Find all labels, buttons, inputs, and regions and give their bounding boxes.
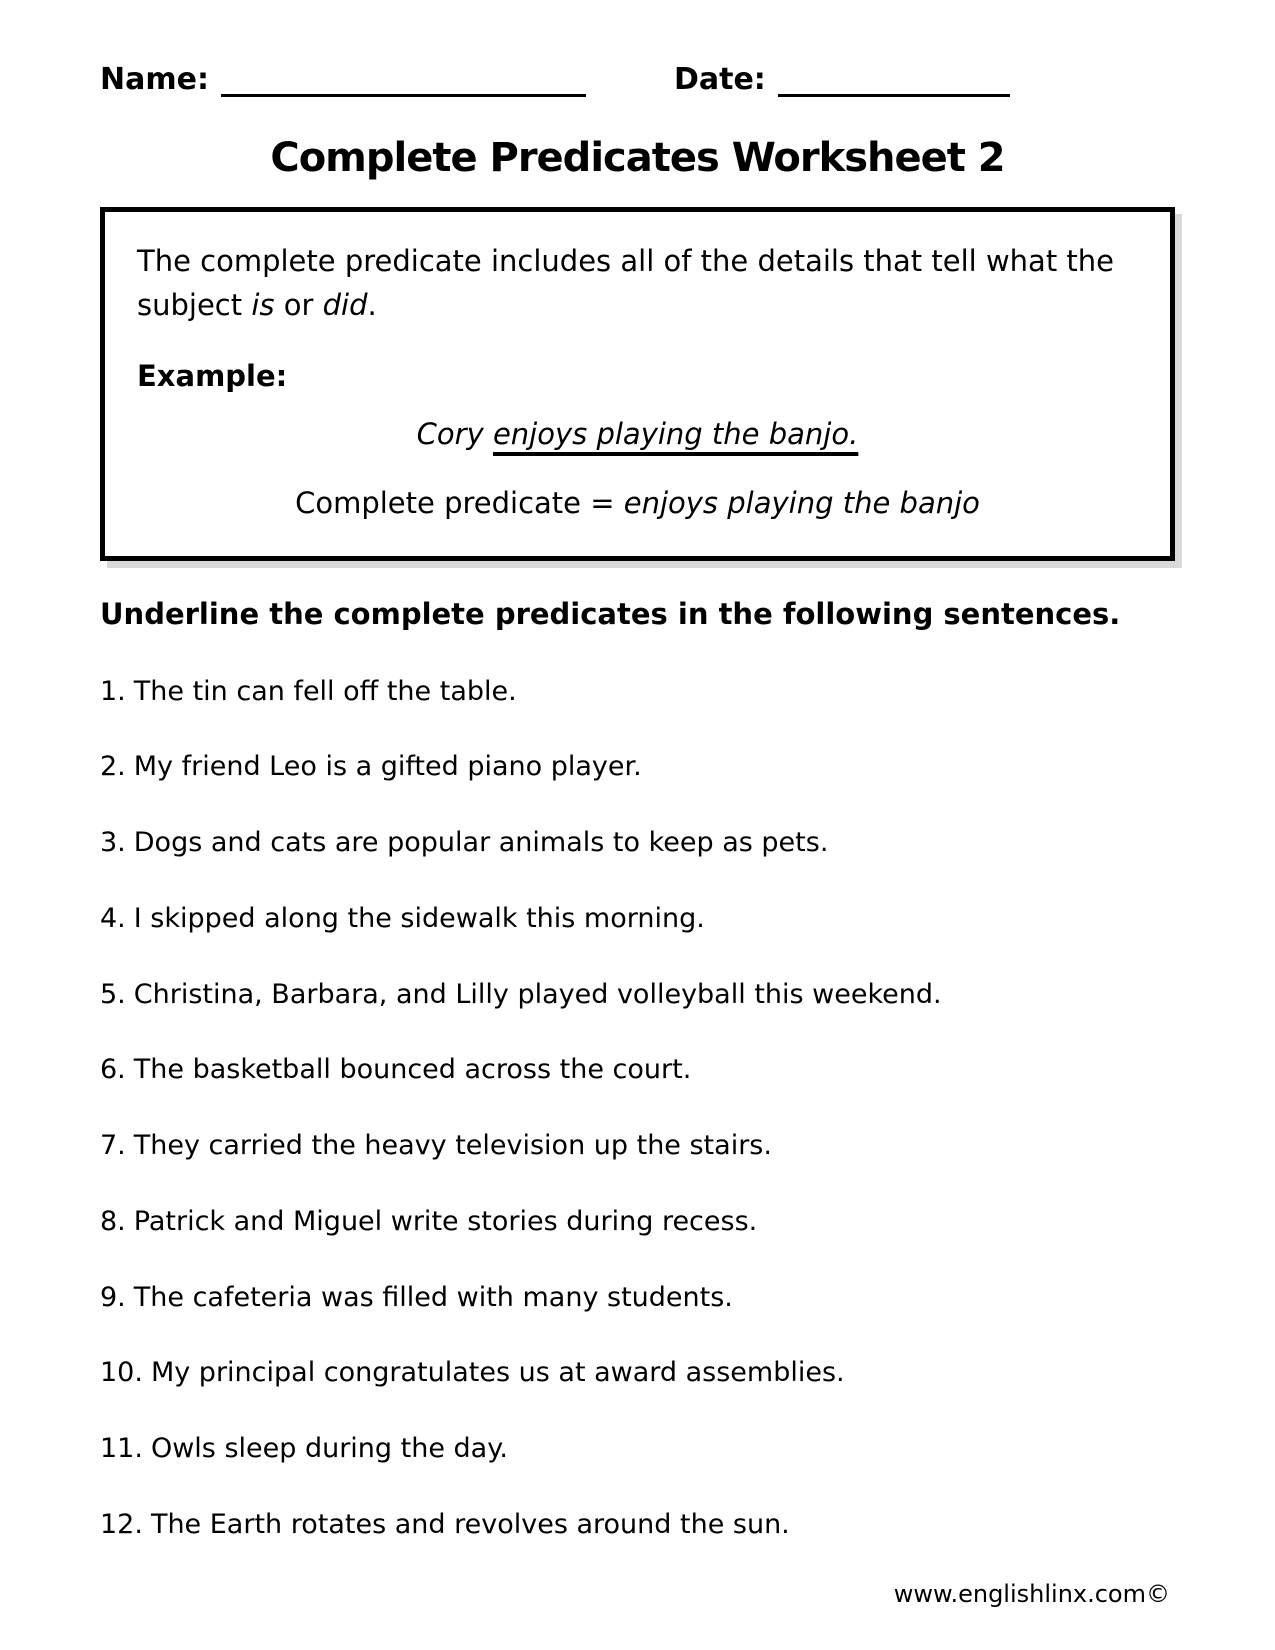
- definition-text: [137, 240, 1138, 327]
- example-sentence: [137, 413, 1138, 457]
- sentence-number: 8.: [100, 1205, 126, 1237]
- sentence-item: [100, 750, 1175, 784]
- sentence-text: My friend Leo is a gifted piano player.: [133, 751, 642, 783]
- example-equation: [137, 482, 1138, 526]
- sentence-item: [100, 1205, 1175, 1239]
- name-label: Name:: [100, 62, 209, 97]
- sentence-number: 2.: [100, 751, 126, 783]
- sentence-item: [100, 1432, 1175, 1466]
- website-credit: www.englishlinx.com©: [893, 1580, 1170, 1608]
- sentence-item: [100, 675, 1175, 709]
- sentence-text: Christina, Barbara, and Lilly played volleyball this weekend.: [133, 978, 942, 1010]
- equation-label: Complete predicate =: [295, 486, 624, 520]
- header-row: [100, 62, 1175, 97]
- sentence-number: 5.: [100, 978, 126, 1010]
- sentence-list: [100, 675, 1175, 1542]
- sentence-text: Owls sleep during the day.: [150, 1433, 508, 1464]
- page-title: Complete Predicates Worksheet 2: [270, 135, 1005, 181]
- sentence-text: The basketball bounced across the court.: [133, 1054, 692, 1086]
- example-predicate-underlined: enjoys playing the banjo.: [492, 416, 859, 451]
- instructions-text: Underline the complete predicates in the following sentences.: [100, 596, 1121, 631]
- definition-period: .: [367, 287, 377, 322]
- sentence-text: My principal congratulates us at award assemblies.: [150, 1357, 845, 1389]
- sentence-text: Dogs and cats are popular animals to keep as pets.: [133, 827, 829, 858]
- sentence-text: Patrick and Miguel write stories during recess.: [133, 1205, 758, 1237]
- sentence-text: The tin can fell off the table.: [133, 675, 517, 707]
- sentence-number: 3.: [100, 827, 126, 858]
- sentence-text: The cafeteria was filled with many students.: [133, 1281, 733, 1313]
- sentence-item: [100, 1508, 1175, 1542]
- sentence-item: [100, 1281, 1175, 1315]
- sentence-item: [100, 978, 1175, 1012]
- sentence-number: 9.: [100, 1281, 126, 1313]
- sentence-number: 10.: [100, 1357, 143, 1389]
- equation-value: enjoys playing the banjo: [623, 486, 980, 520]
- sentence-number: 7.: [100, 1130, 126, 1161]
- sentence-item: [100, 1356, 1175, 1390]
- sentence-item: [100, 1129, 1175, 1163]
- sentence-text: The Earth rotates and revolves around the sun.: [150, 1508, 790, 1540]
- sentence-number: 6.: [100, 1054, 126, 1086]
- definition-word-is: is: [251, 287, 275, 322]
- name-blank-line: [221, 67, 586, 97]
- date-label: Date:: [673, 62, 766, 97]
- sentence-number: 4.: [100, 902, 126, 934]
- sentence-text: They carried the heavy television up the stairs.: [133, 1130, 772, 1161]
- definition-word-or: or: [274, 287, 323, 322]
- sentence-item: [100, 902, 1175, 936]
- sentence-item: [100, 826, 1175, 860]
- sentence-number: 12.: [100, 1508, 143, 1540]
- sentence-item: [100, 1053, 1175, 1087]
- sentence-number: 1.: [100, 675, 126, 707]
- definition-prefix: The complete predicate includes all of the details that tell what the subject: [137, 244, 1114, 322]
- definition-word-did: did: [322, 287, 368, 322]
- definition-box: [100, 207, 1175, 561]
- sentence-number: 11.: [100, 1433, 143, 1464]
- sentence-text: I skipped along the sidewalk this morning.: [133, 902, 705, 934]
- example-label: Example:: [137, 359, 288, 393]
- example-subject: Cory: [416, 416, 493, 451]
- date-blank-line: [778, 67, 1010, 97]
